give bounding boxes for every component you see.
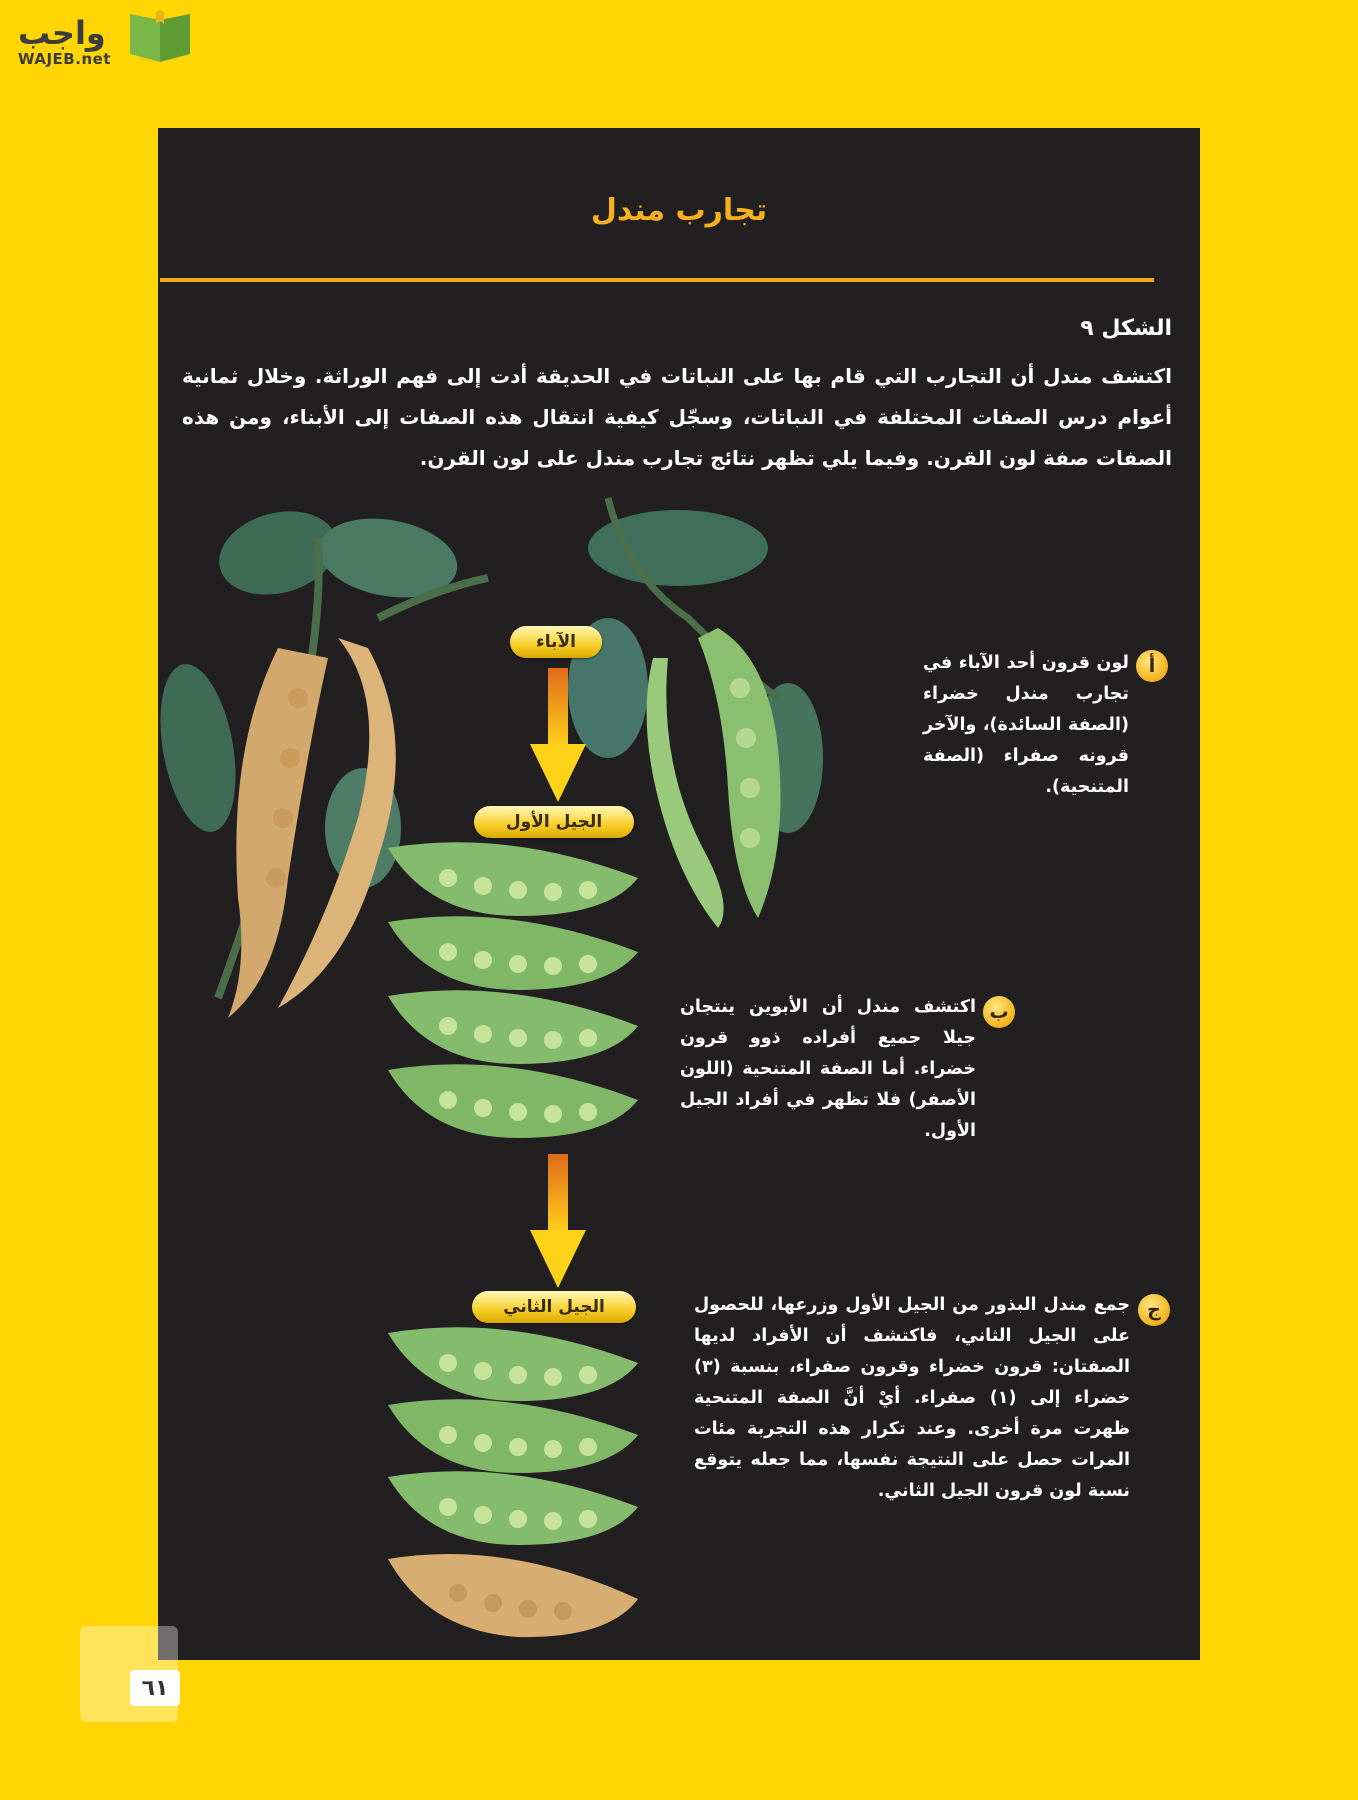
green-pod-illustration — [388, 842, 638, 916]
second-generation-label: الجيل الثاني — [472, 1291, 636, 1323]
title-divider — [160, 278, 1154, 282]
green-pod-illustration — [388, 1064, 638, 1138]
figure-intro: اكتشف مندل أن التجارب التي قام بها على النباتات في الحديقة أدت إلى فهم الوراثة. وخلال ثمانية أعوام درس الصفات المختلفة في النباتات، وسجّل كيفية انتقال هذه الصفات إلى الأبناء، ومن هذه الصفات صفة لون القرن. وفيما يلي تظهر نتائج تجارب مندل على لون القرن. — [182, 364, 1172, 470]
content-panel — [158, 128, 1200, 1660]
caption-b-text: اكتشف مندل أن الأبوين ينتجان جيلا جميع أفراده ذوو قرون خضراء. أما الصفة المتنحية (اللون الأصفر) فلا تظهر في أفراد الجيل الأول. — [680, 997, 976, 1141]
parents-label: الآباء — [510, 626, 602, 658]
logo-site: WAJEB.net — [18, 50, 111, 68]
first-generation-label: الجيل الأول — [474, 806, 634, 838]
first-generation-pods — [368, 838, 658, 1148]
caption-a-text: لون قرون أحد الآباء في تجارب مندل خضراء (الصفة السائدة)، والآخر قرونه صفراء (الصفة المتنحية). — [923, 653, 1129, 797]
figure-label: الشكل ٩ — [1080, 316, 1172, 341]
green-pod-illustration — [388, 1471, 638, 1545]
arrow-down-icon — [528, 1154, 588, 1290]
green-pod-illustration — [388, 1399, 638, 1473]
green-pod-illustration — [388, 916, 638, 990]
book-icon — [126, 10, 194, 68]
green-pod-illustration — [388, 1327, 638, 1401]
yellow-pod-illustration — [388, 1554, 638, 1637]
green-pod-illustration — [388, 990, 638, 1064]
page-number: ٦١ — [130, 1670, 180, 1706]
caption-a-badge: أ — [1136, 650, 1168, 682]
second-generation-pods — [368, 1323, 658, 1653]
caption-c-badge: ج — [1138, 1294, 1170, 1326]
arrow-down-icon — [528, 668, 588, 804]
caption-b-badge: ب — [983, 996, 1015, 1028]
logo-name: واجب — [18, 14, 106, 52]
site-logo[interactable] — [8, 6, 198, 72]
caption-c-text: جمع مندل البذور من الجيل الأول وزرعها، للحصول على الجيل الثاني، فاكتشف أن الأفراد لديها الصفتان: قرون خضراء وقرون صفراء، بنسبة (٣) خضراء إلى (١) صفراء. أيْ أنَّ الصفة المتنحية ظهرت مرة أخرى. وعند تكرار هذه التجربة مئات المرات حصل على النتيجة نفسها، مما جعله يتوقع نسبة لون قرون الجيل الثاني. — [694, 1295, 1130, 1501]
page-title: تجارب مندل — [590, 193, 768, 228]
